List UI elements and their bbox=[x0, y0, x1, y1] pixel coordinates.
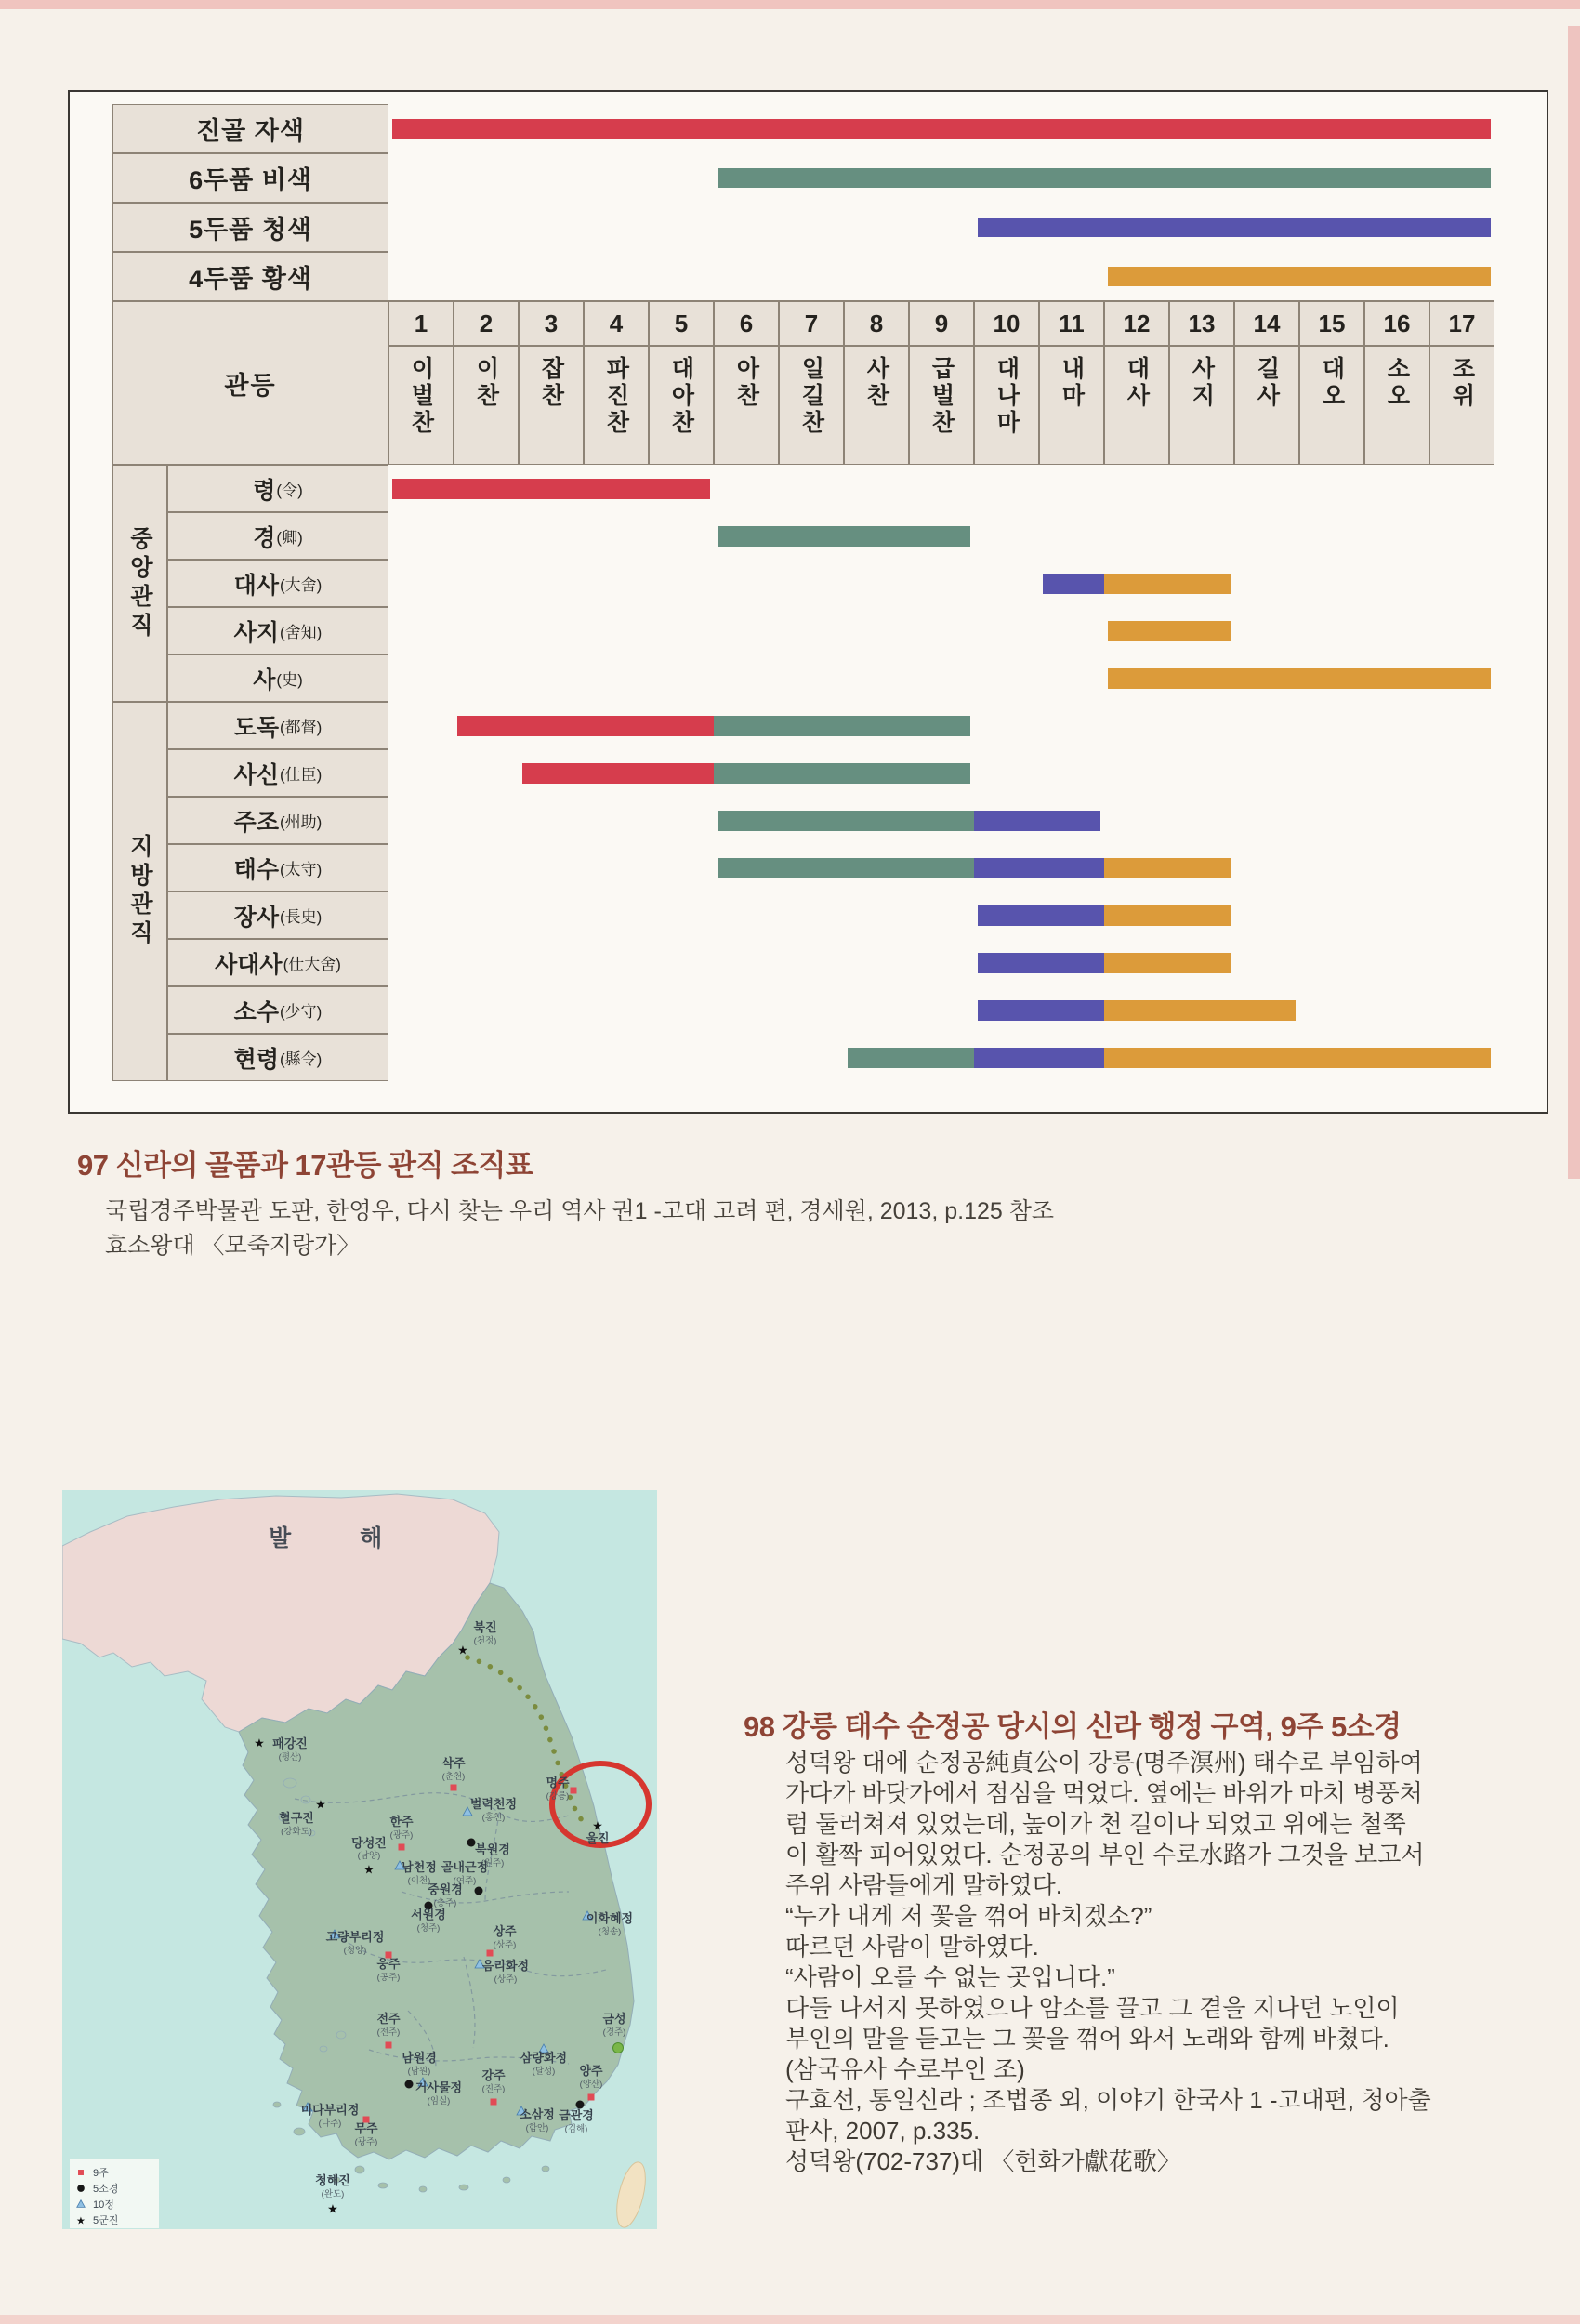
caption-98-body-line: 구효선, 통일신라 ; 조법종 외, 이야기 한국사 1 -고대편, 청아출 bbox=[785, 2086, 1431, 2114]
caption-98-body-line: “누가 내게 저 꽃을 꺾어 바치겠소?” bbox=[785, 1902, 1152, 1930]
office-rank-bar-segment bbox=[1104, 1048, 1491, 1068]
rank-number-cell: 7 bbox=[779, 301, 844, 346]
map-place-name: 명주 bbox=[546, 1776, 570, 1789]
map-place-subname: (함안) bbox=[525, 2123, 549, 2133]
map-place-subname: (청주) bbox=[416, 1923, 441, 1934]
office-label: 대사 (大舍) bbox=[167, 560, 388, 607]
rank-number-cell: 12 bbox=[1104, 301, 1169, 346]
office-rank-bar-segment bbox=[974, 858, 1104, 878]
caption-98-body-line: 주위 사람들에게 말하였다. bbox=[785, 1871, 1062, 1899]
map-place-subname: (상주) bbox=[494, 1974, 518, 1985]
marker-jin-star: ★ bbox=[254, 1736, 265, 1750]
caption-98-body-line: 가다가 바닷가에서 점심을 먹었다. 옆에는 바위가 마치 병풍처 bbox=[785, 1779, 1423, 1807]
map-legend-label: 10정 bbox=[93, 2199, 114, 2211]
office-rank-bar-segment bbox=[978, 905, 1104, 926]
caption-98-body bbox=[785, 1748, 1571, 2177]
marker-province-square bbox=[588, 2094, 595, 2101]
office-group-label: 중앙관직 bbox=[112, 465, 167, 702]
rank-name-cell: 아찬 bbox=[714, 346, 779, 465]
map-place-subname: (공주) bbox=[376, 1973, 401, 1983]
rank-number-cell: 2 bbox=[454, 301, 519, 346]
rank-header-cell: 관등 bbox=[112, 301, 388, 465]
map-place-subname: (강화도) bbox=[281, 1827, 312, 1837]
silla-provinces-map bbox=[62, 1490, 657, 2229]
map-place-name: 북원경 bbox=[475, 1842, 510, 1856]
bone-rank-bar-segment bbox=[392, 119, 1491, 139]
map-place-name: 당성진 bbox=[351, 1836, 387, 1850]
rank-number-cell: 16 bbox=[1364, 301, 1429, 346]
rank-name-cell: 사지 bbox=[1169, 346, 1234, 465]
marker-jin-star: ★ bbox=[363, 1862, 375, 1877]
map-place-name: 한주 bbox=[389, 1815, 414, 1829]
map-place-name: 벌력천정 bbox=[469, 1797, 518, 1811]
office-rank-bar-segment bbox=[714, 716, 970, 736]
office-rank-bar-segment bbox=[392, 479, 710, 499]
office-rank-bar-segment bbox=[1043, 574, 1104, 594]
office-rank-bar-segment bbox=[1108, 668, 1491, 689]
office-rank-bar-segment bbox=[974, 1048, 1104, 1068]
office-rank-bar-segment bbox=[718, 811, 974, 831]
map-place-name: 삭주 bbox=[441, 1756, 466, 1770]
office-hanja: (卿) bbox=[276, 529, 303, 547]
rank-name-cell: 잡찬 bbox=[519, 346, 584, 465]
map-legend-label: 5소경 bbox=[93, 2184, 119, 2195]
map-legend-label: 9주 bbox=[93, 2168, 109, 2179]
marker-capital-dot bbox=[405, 2080, 414, 2089]
map-place-subname: (남양) bbox=[357, 1851, 381, 1861]
office-rank-bar-segment bbox=[457, 716, 714, 736]
caption-97-number: 97 bbox=[77, 1149, 109, 1182]
map-place-subname: (원주) bbox=[481, 1858, 505, 1868]
marker-capital-dot bbox=[475, 1887, 483, 1895]
rank-name-cell: 파진찬 bbox=[584, 346, 649, 465]
map-place-subname: (완도) bbox=[321, 2189, 345, 2199]
map-place-name: 전주 bbox=[376, 2012, 401, 2026]
page-edge-bottom bbox=[0, 2315, 1580, 2324]
caption-98-body-line: (삼국유사 수로부인 조) bbox=[785, 2055, 1025, 2083]
office-hanja: (仕臣) bbox=[279, 766, 323, 784]
rank-number-cell: 8 bbox=[844, 301, 909, 346]
rank-name-cell: 이찬 bbox=[454, 346, 519, 465]
bone-rank-bar-segment bbox=[978, 218, 1491, 237]
map-place-subname: (남원) bbox=[407, 2067, 431, 2077]
map-place-subname: (양산) bbox=[579, 2080, 603, 2090]
office-label: 사대사 (仕大舍) bbox=[167, 939, 388, 986]
marker-province-square bbox=[571, 1788, 577, 1794]
rank-name-cell: 일길찬 bbox=[779, 346, 844, 465]
caption-98-body-line: 이 활짝 피어있었다. 순정공의 부인 수로水路가 그것을 보고서 bbox=[785, 1841, 1425, 1868]
map-place-name: 강주 bbox=[481, 2068, 506, 2082]
office-rank-bar-segment bbox=[1104, 574, 1231, 594]
caption-98-body-line: “사람이 오를 수 없는 곳입니다.” bbox=[785, 1963, 1115, 1991]
office-label: 령 (令) bbox=[167, 465, 388, 512]
map-place-name: 음리화정 bbox=[481, 1959, 530, 1973]
map-place-name: 남원경 bbox=[402, 2051, 437, 2065]
rank-number-cell: 14 bbox=[1234, 301, 1299, 346]
marker-province-square bbox=[487, 1950, 494, 1957]
office-label: 소수 (少守) bbox=[167, 986, 388, 1034]
marker-capital-dot bbox=[77, 2185, 85, 2192]
marker-province-square bbox=[78, 2170, 84, 2175]
map-place-subname: (충주) bbox=[433, 1898, 457, 1908]
map-place-name: 중원경 bbox=[428, 1882, 463, 1896]
map-place-subname: (전주) bbox=[376, 2027, 401, 2038]
map-place-name: 북진 bbox=[473, 1620, 497, 1634]
rank-name-cell: 사찬 bbox=[844, 346, 909, 465]
map-place-name: 고량부리정 bbox=[325, 1930, 385, 1944]
rank-name-cell: 대오 bbox=[1299, 346, 1364, 465]
office-label: 장사 (長史) bbox=[167, 891, 388, 939]
map-place-name: 청해진 bbox=[315, 2173, 350, 2187]
bone-rank-bar-segment bbox=[718, 168, 1491, 188]
office-rank-bar-segment bbox=[978, 1000, 1104, 1021]
office-hanja: (史) bbox=[276, 671, 303, 689]
office-rank-bar-segment bbox=[718, 526, 970, 547]
office-rank-bar-segment bbox=[1108, 621, 1231, 641]
rank-number-cell: 1 bbox=[388, 301, 454, 346]
map-place-subname: (광주) bbox=[354, 2137, 378, 2147]
map-place-name: 미다부리정 bbox=[300, 2103, 360, 2117]
rank-number-cell: 4 bbox=[584, 301, 649, 346]
map-place-subname: (상주) bbox=[493, 1940, 517, 1950]
office-label: 현령 (縣令) bbox=[167, 1034, 388, 1081]
office-group-label: 지방관직 bbox=[112, 702, 167, 1081]
marker-jin-star: ★ bbox=[76, 2215, 86, 2227]
map-place-name: 금관경 bbox=[559, 2108, 594, 2122]
office-label: 경 (卿) bbox=[167, 512, 388, 560]
rank-number-cell: 11 bbox=[1039, 301, 1104, 346]
rank-name-cell: 대아찬 bbox=[649, 346, 714, 465]
office-hanja: (舍知) bbox=[279, 624, 323, 641]
map-place-name: 골내근정 bbox=[441, 1860, 489, 1874]
office-label: 도독 (都督) bbox=[167, 702, 388, 749]
caption-97-title: 97 신라의 골품과 17관등 관직 조직표 bbox=[77, 1149, 533, 1182]
office-rank-bar-segment bbox=[974, 811, 1100, 831]
page-edge-top bbox=[0, 0, 1580, 9]
caption-98-number: 98 bbox=[744, 1710, 775, 1743]
map-place-subname: (김해) bbox=[564, 2124, 588, 2134]
marker-province-square bbox=[399, 1844, 405, 1851]
rank-number-cell: 17 bbox=[1429, 301, 1494, 346]
office-rank-bar-segment bbox=[1104, 905, 1231, 926]
caption-98-body-line: 따르던 사람이 말하였다. bbox=[785, 1933, 1039, 1961]
map-place-name: 웅주 bbox=[376, 1957, 401, 1971]
map-place-name: 소삼정 bbox=[520, 2107, 555, 2121]
marker-jin-star: ★ bbox=[327, 2201, 338, 2216]
map-place-subname: (강릉) bbox=[546, 1791, 570, 1802]
office-rank-bar-segment bbox=[978, 953, 1104, 973]
map-place-name: 거사물정 bbox=[415, 2080, 463, 2094]
office-label: 사 (史) bbox=[167, 654, 388, 702]
marker-capital-dot bbox=[467, 1839, 476, 1847]
map-legend-label: 5군진 bbox=[93, 2215, 119, 2226]
caption-98-title: 98 강릉 태수 순정공 당시의 신라 행정 구역, 9주 5소경 bbox=[744, 1710, 1402, 1743]
rank-name-cell: 길사 bbox=[1234, 346, 1299, 465]
map-place-subname: (여주) bbox=[453, 1876, 477, 1886]
caption-98-body-line: 성덕왕 대에 순정공純貞公이 강릉(명주溟州) 태수로 부임하여 bbox=[785, 1749, 1423, 1776]
marker-jin-star: ★ bbox=[315, 1797, 326, 1812]
bone-rank-label: 6두품 비색 bbox=[112, 153, 388, 203]
office-hanja: (少守) bbox=[279, 1003, 323, 1021]
map-place-name: 무주 bbox=[354, 2121, 378, 2135]
office-hanja: (都督) bbox=[279, 719, 323, 736]
marker-geumseong-dot bbox=[613, 2043, 624, 2053]
office-rank-bar-segment bbox=[1104, 858, 1231, 878]
figure-97-rank-table bbox=[68, 90, 1548, 1114]
caption-97-source: 국립경주박물관 도판, 한영우, 다시 찾는 우리 역사 권1 -고대 고려 편, 경세원, 2013, p.125 참조 bbox=[105, 1198, 1055, 1224]
rank-name-cell: 조위 bbox=[1429, 346, 1494, 465]
map-place-name: 상주 bbox=[493, 1924, 517, 1938]
office-rank-bar-segment bbox=[522, 763, 714, 784]
office-rank-bar-segment bbox=[1104, 1000, 1296, 1021]
rank-number-cell: 5 bbox=[649, 301, 714, 346]
office-hanja: (仕大舍) bbox=[283, 956, 341, 973]
office-label: 태수 (太守) bbox=[167, 844, 388, 891]
map-place-name: 남천정 bbox=[402, 1860, 437, 1874]
marker-jin-star: ★ bbox=[457, 1643, 468, 1657]
map-place-name: 금성 bbox=[602, 2012, 626, 2026]
rank-number-cell: 9 bbox=[909, 301, 974, 346]
caption-98-body-line: 다들 나서지 못하였으나 암소를 끌고 그 곁을 지나던 노인이 bbox=[785, 1994, 1400, 2022]
map-place-name: 울진 bbox=[586, 1831, 610, 1845]
map-place-subname: (홍천) bbox=[481, 1813, 506, 1823]
rank-name-cell: 이벌찬 bbox=[388, 346, 454, 465]
map-place-subname: (광주) bbox=[389, 1830, 414, 1841]
office-hanja: (長史) bbox=[279, 908, 323, 926]
bone-rank-label: 4두품 황색 bbox=[112, 252, 388, 301]
rank-name-cell: 대사 bbox=[1104, 346, 1169, 465]
marker-province-square bbox=[491, 2099, 497, 2106]
rank-number-cell: 13 bbox=[1169, 301, 1234, 346]
rank-number-cell: 3 bbox=[519, 301, 584, 346]
rank-number-cell: 15 bbox=[1299, 301, 1364, 346]
map-place-subname: (진주) bbox=[481, 2084, 506, 2094]
map-place-subname: (천정) bbox=[473, 1636, 497, 1646]
page-edge-right bbox=[1568, 26, 1580, 1179]
bone-rank-label: 5두품 청색 bbox=[112, 203, 388, 252]
office-hanja: (令) bbox=[276, 482, 303, 499]
map-place-subname: (청송) bbox=[598, 1927, 622, 1937]
rank-number-cell: 6 bbox=[714, 301, 779, 346]
rank-name-cell: 대나마 bbox=[974, 346, 1039, 465]
map-place-subname: (춘천) bbox=[441, 1772, 466, 1782]
office-label: 사지 (舍知) bbox=[167, 607, 388, 654]
map-place-subname: (이천) bbox=[407, 1876, 431, 1886]
map-place-subname: (임실) bbox=[427, 2096, 451, 2106]
caption-98-body-line: 부인의 말을 듣고는 그 꽃을 꺾어 와서 노래와 함께 바쳤다. bbox=[785, 2025, 1389, 2053]
office-label: 사신 (仕臣) bbox=[167, 749, 388, 797]
office-hanja: (太守) bbox=[279, 861, 323, 878]
map-place-subname: (달성) bbox=[532, 2067, 556, 2077]
marker-province-square bbox=[451, 1785, 457, 1791]
map-label-balhae: 발해 bbox=[269, 1525, 452, 1552]
marker-province-square bbox=[386, 2042, 392, 2049]
office-rank-bar-segment bbox=[714, 763, 970, 784]
bone-rank-bar-segment bbox=[1108, 267, 1491, 286]
office-rank-bar-segment bbox=[718, 858, 974, 878]
office-hanja: (縣令) bbox=[279, 1050, 323, 1068]
rank-number-cell: 10 bbox=[974, 301, 1039, 346]
map-place-name: 이화혜정 bbox=[586, 1911, 634, 1925]
map-place-name: 삼량화정 bbox=[520, 2051, 568, 2065]
map-place-name: 서원경 bbox=[411, 1908, 446, 1921]
marker-jin-star: ★ bbox=[592, 1818, 603, 1833]
office-hanja: (大舍) bbox=[279, 576, 323, 594]
map-place-name: 패강진 bbox=[272, 1736, 308, 1750]
caption-97-note: 효소왕대 〈모죽지랑가〉 bbox=[105, 1233, 361, 1259]
caption-98-body-line: 성덕왕(702-737)대 〈헌화가獻花歌〉 bbox=[785, 2147, 1181, 2175]
rank-name-cell: 소오 bbox=[1364, 346, 1429, 465]
map-place-subname: (평산) bbox=[278, 1752, 302, 1763]
rank-name-cell: 급벌찬 bbox=[909, 346, 974, 465]
office-label: 주조 (州助) bbox=[167, 797, 388, 844]
map-place-subname: (청양) bbox=[343, 1946, 367, 1956]
map-place-name: 혈구진 bbox=[279, 1811, 314, 1825]
office-hanja: (州助) bbox=[279, 813, 323, 831]
bone-rank-label: 진골 자색 bbox=[112, 104, 388, 153]
rank-name-cell: 내마 bbox=[1039, 346, 1104, 465]
map-place-subname: (나주) bbox=[318, 2119, 342, 2129]
map-place-subname: (경주) bbox=[602, 2027, 626, 2038]
caption-98-body-line: 판사, 2007, p.335. bbox=[785, 2117, 981, 2145]
caption-98-body-line: 럼 둘러쳐져 있었는데, 높이가 천 길이나 되었고 위에는 철쭉 bbox=[785, 1810, 1406, 1838]
office-rank-bar-segment bbox=[848, 1048, 974, 1068]
office-rank-bar-segment bbox=[1104, 953, 1231, 973]
map-place-name: 양주 bbox=[579, 2064, 603, 2078]
